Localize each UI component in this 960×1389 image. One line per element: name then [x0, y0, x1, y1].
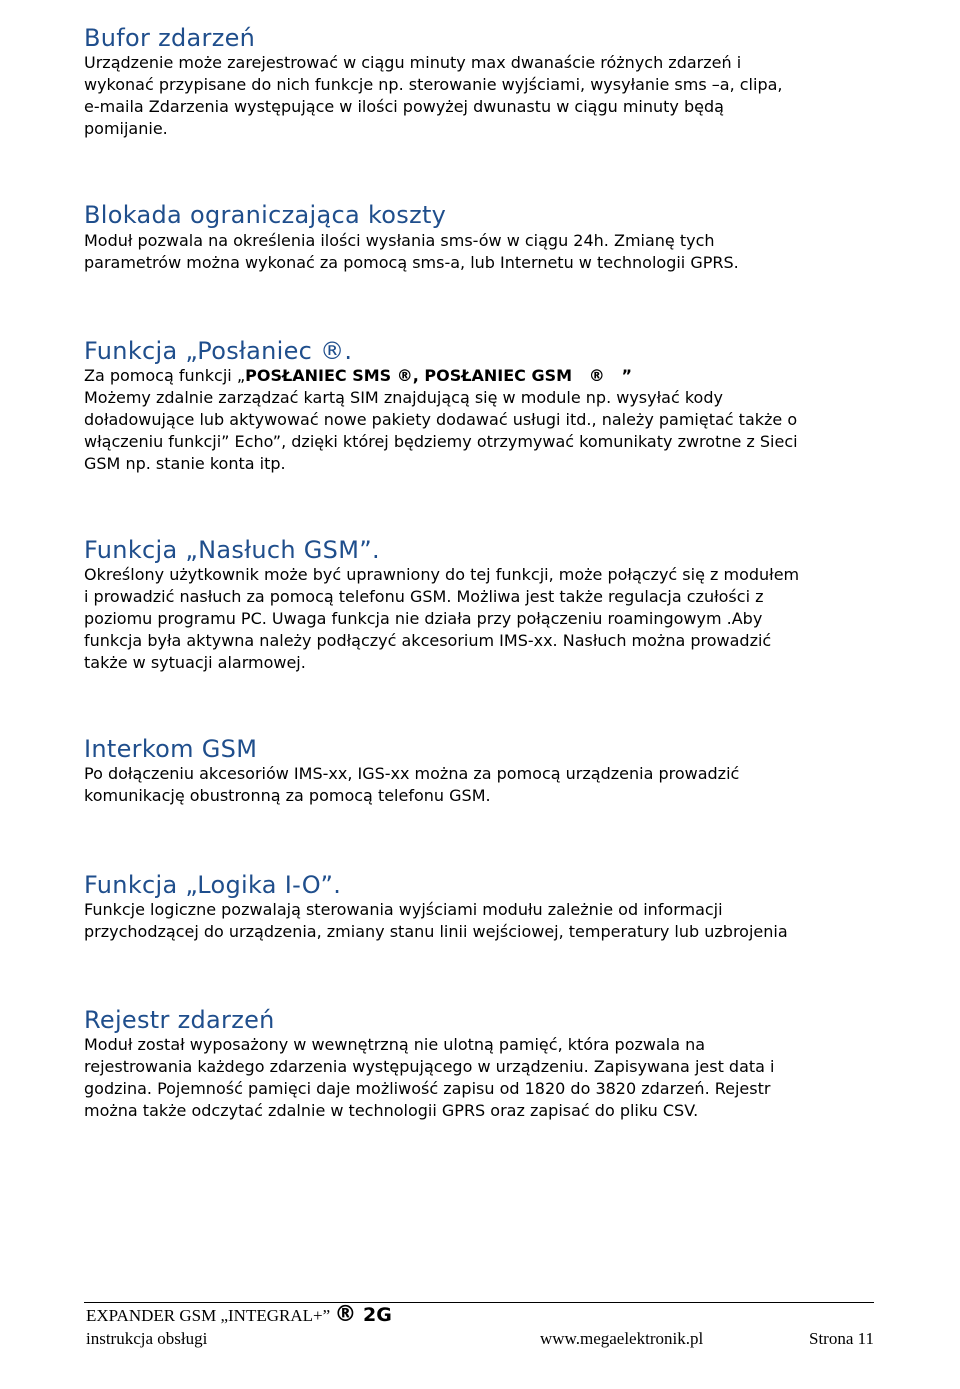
footer-registered-mark: ®: [334, 1302, 357, 1327]
text-line: GSM np. stanie konta itp.: [84, 454, 286, 473]
footer-product-name: EXPANDER GSM „INTEGRAL+”: [86, 1306, 335, 1325]
footer-website: www.megaelektronik.pl: [540, 1329, 704, 1348]
text-line: e-maila Zdarzenia występujące w ilości powyżej dwunastu w ciągu minuty będą: [84, 97, 724, 116]
text-line: i prowadzić nasłuch za pomocą telefonu GSM. Możliwa jest także regulacja czułości z: [84, 587, 764, 606]
footer-product-line: [86, 1304, 392, 1327]
section-body-rejestr: [84, 1034, 884, 1122]
text-line: godzina. Pojemność pamięci daje możliwość zapisu od 1820 do 3820 zdarzeń. Rejestr: [84, 1079, 771, 1098]
footer-page-number: Strona 11: [808, 1329, 874, 1348]
text-line: Po dołączeniu akcesoriów IMS-xx, IGS-xx można za pomocą urządzenia prowadzić: [84, 764, 740, 783]
section-title-rejestr: Rejestr zdarzeń: [84, 1006, 275, 1034]
footer-divider: [84, 1302, 874, 1303]
text-line: Funkcje logiczne pozwalają sterowania wyjściami modułu zależnie od informacji: [84, 900, 723, 919]
section-body-blokada: [84, 230, 884, 274]
text-line: komunikację obustronną za pomocą telefonu GSM.: [84, 786, 491, 805]
text-line: wykonać przypisane do nich funkcje np. sterowanie wyjściami, wysyłanie sms –a, clipa,: [84, 75, 783, 94]
text-line: Określony użytkownik może być uprawniony do tej funkcji, może połączyć się z modułem: [84, 565, 800, 584]
section-title-blokada: Blokada ograniczająca koszty: [84, 201, 447, 229]
text-line: można także odczytać zdalnie w technologii GPRS oraz zapisać do pliku CSV.: [84, 1101, 699, 1120]
text-line: także w sytuacji alarmowej.: [84, 653, 306, 672]
section-body-poslaniec: [84, 365, 884, 475]
text-line: [84, 365, 884, 387]
text-line: funkcja była aktywna należy podłączyć akcesorium IMS-xx. Nasłuch można prowadzić: [84, 631, 772, 650]
footer-version: 2G: [356, 1304, 392, 1326]
text-line: Urządzenie może zarejestrować w ciągu minuty max dwanaście różnych zdarzeń i: [84, 53, 742, 72]
text-line: pomijanie.: [84, 119, 168, 138]
text-line: Moduł został wyposażony w wewnętrzną nie ulotną pamięć, która pozwala na: [84, 1035, 706, 1054]
section-title-poslaniec: Funkcja „Posłaniec ®.: [84, 337, 353, 365]
section-title-bufor-zdarzen: Bufor zdarzeń: [84, 24, 256, 52]
text-line: rejestrowania każdego zdarzenia występującego w urządzeniu. Zapisywana jest data i: [84, 1057, 775, 1076]
section-body-bufor-zdarzen: [84, 52, 884, 140]
text-line: Moduł pozwala na określenia ilości wysłania sms-ów w ciągu 24h. Zmianę tych: [84, 231, 715, 250]
footer-manual-label: instrukcja obsługi: [86, 1329, 208, 1348]
section-title-interkom: Interkom GSM: [84, 735, 258, 763]
text-line: przychodzącej do urządzenia, zmiany stanu linii wejściowej, temperatury lub uzbrojenia: [84, 922, 788, 941]
section-body-interkom: [84, 763, 884, 807]
section-title-logika: Funkcja „Logika I-O”.: [84, 871, 342, 899]
bold-function-names: POSŁANIEC SMS ®, POSŁANIEC GSM: [245, 366, 573, 385]
text-line: poziomu programu PC. Uwaga funkcja nie działa przy połączeniu roamingowym .Aby: [84, 609, 763, 628]
section-body-logika: [84, 899, 884, 943]
footer-info-line: [86, 1328, 874, 1350]
text-line: włączeniu funkcji” Echo”, dzięki której będziemy otrzymywać komunikaty zwrotne z Sieci: [84, 432, 798, 451]
text-line: Możemy zdalnie zarządzać kartą SIM znajdującą się w module np. wysyłać kody: [84, 388, 723, 407]
text-line: doładowujące lub aktywować nowe pakiety dodawać usługi itd., należy pamiętać także o: [84, 410, 798, 429]
text-line: parametrów można wykonać za pomocą sms-a, lub Internetu w technologii GPRS.: [84, 253, 739, 272]
text-segment: Za pomocą funkcji „: [84, 366, 246, 385]
section-body-nasluch: [84, 564, 884, 674]
registered-mark: ® ”: [572, 366, 632, 385]
section-title-nasluch: Funkcja „Nasłuch GSM”.: [84, 536, 380, 564]
